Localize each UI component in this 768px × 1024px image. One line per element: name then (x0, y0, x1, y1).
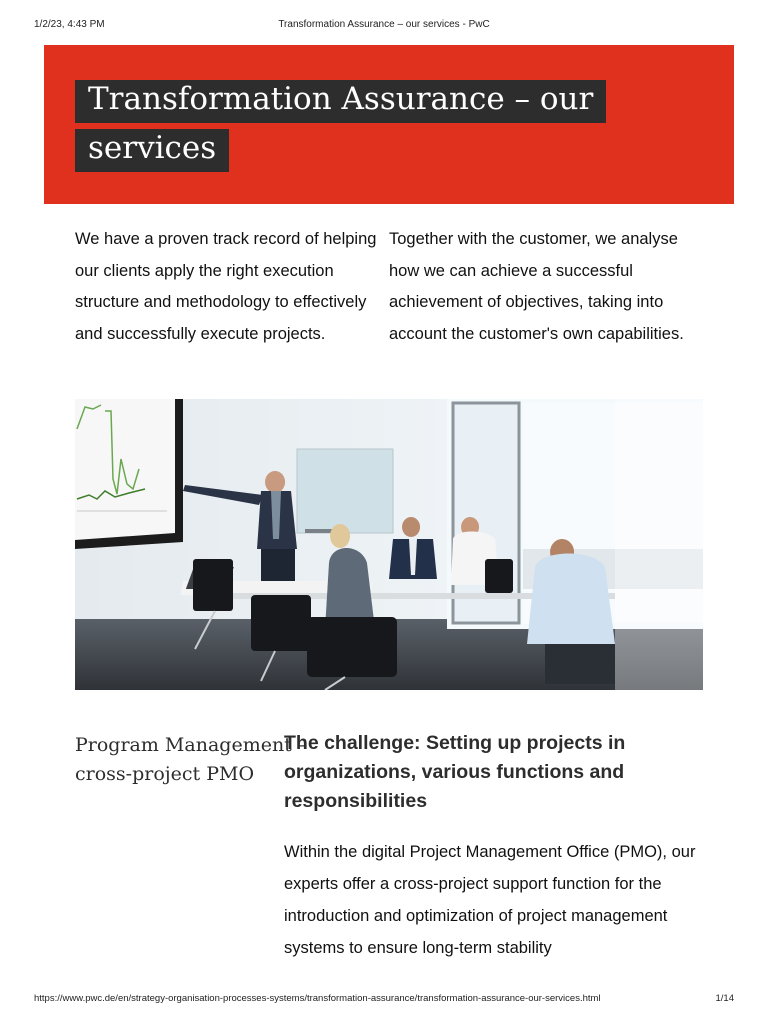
pmo-body-text: Within the digital Project Management Office (PMO), our experts offer a cross-project support function for the introduction and optimization of project management systems to ensure long-term stability (284, 843, 696, 957)
print-footer (34, 992, 734, 1006)
page-title-text: Transformation Assurance – our services (75, 80, 606, 172)
meeting-photo (75, 399, 703, 690)
print-header (34, 18, 734, 32)
section-side-heading: Program Management – cross-project PMO (75, 734, 308, 785)
page-number: 1/14 (715, 993, 734, 1004)
print-datetime: 1/2/23, 4:43 PM (34, 19, 105, 30)
page-url: https://www.pwc.de/en/strategy-organisation-processes-systems/transformation-assurance/transformation-assurance-our-services.html (34, 993, 601, 1004)
print-page-title: Transformation Assurance – our services - PwC (278, 19, 490, 30)
page-title (75, 75, 655, 173)
challenge-heading: The challenge: Setting up projects in organizations, various functions and responsibilities (284, 732, 626, 812)
intro-text-left: We have a proven track record of helping our clients apply the right execution structure and methodology to effectively and successfully execute projects. (75, 230, 377, 343)
hero-banner (44, 45, 734, 204)
intro-text-right: Together with the customer, we analyse how we can achieve a successful achievement of objectives, taking into account the customer's own capabilities. (389, 230, 684, 343)
